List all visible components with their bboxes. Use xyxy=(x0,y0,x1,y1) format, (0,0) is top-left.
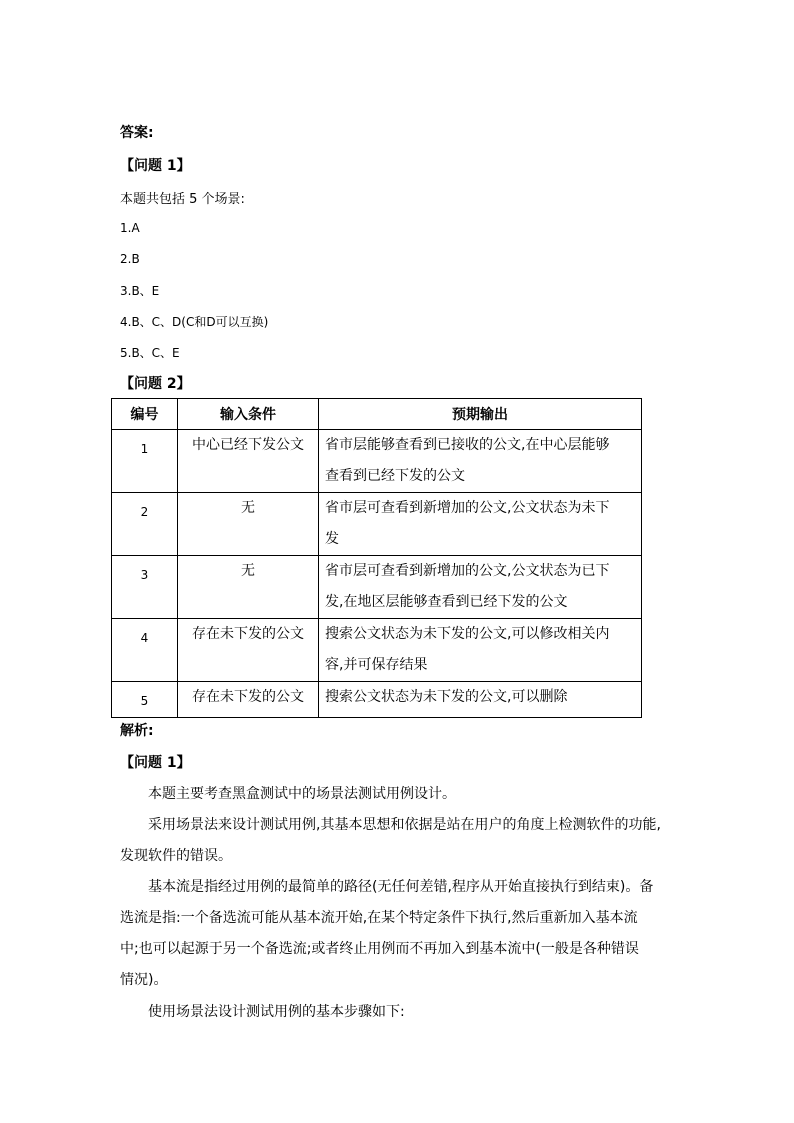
answer-question2-heading: 【问题 2】 xyxy=(120,376,191,392)
paragraph-line: 基本流是指经过用例的最简单的路径(无任何差错,程序从开始直接执行到结束)。备 xyxy=(148,879,654,895)
paragraph-line: 中;也可以起源于另一个备选流;或者终止用例而不再加入到基本流中(一般是各种错误 xyxy=(120,941,639,957)
paragraph-line: 发现软件的错误。 xyxy=(120,848,232,864)
row-number-cell xyxy=(112,430,178,493)
input-condition: 存在未下发的公文 xyxy=(192,626,304,642)
scenario-item: 2.B xyxy=(120,252,140,266)
expected-output-line: 搜索公文状态为未下发的公文,可以修改相关内 xyxy=(325,626,610,642)
analysis-question1-heading: 【问题 1】 xyxy=(120,755,191,771)
expected-output-line: 省市层可查看到新增加的公文,公文状态为未下 xyxy=(325,500,610,516)
table-row xyxy=(112,619,642,682)
expected-output-cell xyxy=(319,493,642,556)
header-input-condition: 输入条件 xyxy=(178,399,319,430)
table-row xyxy=(112,682,642,718)
expected-output-line: 省市层能够查看到已接收的公文,在中心层能够 xyxy=(325,437,610,453)
paragraph-line: 采用场景法来设计测试用例,其基本思想和依据是站在用户的角度上检测软件的功能, xyxy=(148,817,661,833)
analysis-heading: 解析: xyxy=(120,723,154,739)
scenario-item: 4.B、C、D(C和D可以互换) xyxy=(120,315,269,329)
expected-output-table xyxy=(111,398,642,718)
expected-output-cell xyxy=(319,619,642,682)
input-condition: 无 xyxy=(241,563,255,579)
input-condition-cell xyxy=(178,493,319,556)
analysis-paragraph xyxy=(120,872,672,996)
scenario-item: 1.A xyxy=(120,221,140,235)
answer-question1-heading: 【问题 1】 xyxy=(120,158,191,174)
expected-output-line: 搜索公文状态为未下发的公文,可以删除 xyxy=(325,689,568,705)
expected-output-cell xyxy=(319,430,642,493)
row-number-cell xyxy=(112,493,178,556)
expected-output-line: 发 xyxy=(325,531,339,547)
expected-output-cell xyxy=(319,556,642,619)
analysis-paragraph: 使用场景法设计测试用例的基本步骤如下: xyxy=(148,1004,405,1020)
paragraph-line: 选流是指:一个备选流可能从基本流开始,在某个特定条件下执行,然后重新加入基本流 xyxy=(120,910,638,926)
table-header-row xyxy=(112,399,642,430)
expected-output-line: 发,在地区层能够查看到已经下发的公文 xyxy=(325,594,568,610)
table-row xyxy=(112,493,642,556)
analysis-paragraph: 本题主要考查黑盒测试中的场景法测试用例设计。 xyxy=(148,786,456,802)
input-condition: 存在未下发的公文 xyxy=(192,689,304,705)
scenario-intro: 本题共包括 5 个场景: xyxy=(120,192,245,207)
row-number-cell xyxy=(112,682,178,718)
row-number: 4 xyxy=(140,631,149,645)
input-condition: 中心已经下发公文 xyxy=(192,437,304,453)
header-number: 编号 xyxy=(112,399,178,430)
header-expected-output: 预期输出 xyxy=(319,399,642,430)
expected-output-line: 容,并可保存结果 xyxy=(325,657,428,673)
input-condition: 无 xyxy=(241,500,255,516)
input-condition-cell xyxy=(178,430,319,493)
expected-output-line: 查看到已经下发的公文 xyxy=(325,468,465,484)
row-number: 3 xyxy=(140,568,149,582)
row-number-cell xyxy=(112,556,178,619)
scenario-item: 3.B、E xyxy=(120,284,160,298)
input-condition-cell xyxy=(178,619,319,682)
row-number: 1 xyxy=(140,442,149,456)
table-row xyxy=(112,430,642,493)
analysis-paragraph xyxy=(120,810,672,872)
input-condition-cell xyxy=(178,682,319,718)
answer-heading: 答案: xyxy=(120,125,154,141)
expected-output-line: 省市层可查看到新增加的公文,公文状态为已下 xyxy=(325,563,610,579)
paragraph-line: 情况)。 xyxy=(120,972,168,988)
row-number: 5 xyxy=(140,694,149,708)
row-number-cell xyxy=(112,619,178,682)
scenario-item: 5.B、C、E xyxy=(120,346,180,360)
input-condition-cell xyxy=(178,556,319,619)
row-number: 2 xyxy=(140,505,149,519)
expected-output-cell xyxy=(319,682,642,718)
table-row xyxy=(112,556,642,619)
